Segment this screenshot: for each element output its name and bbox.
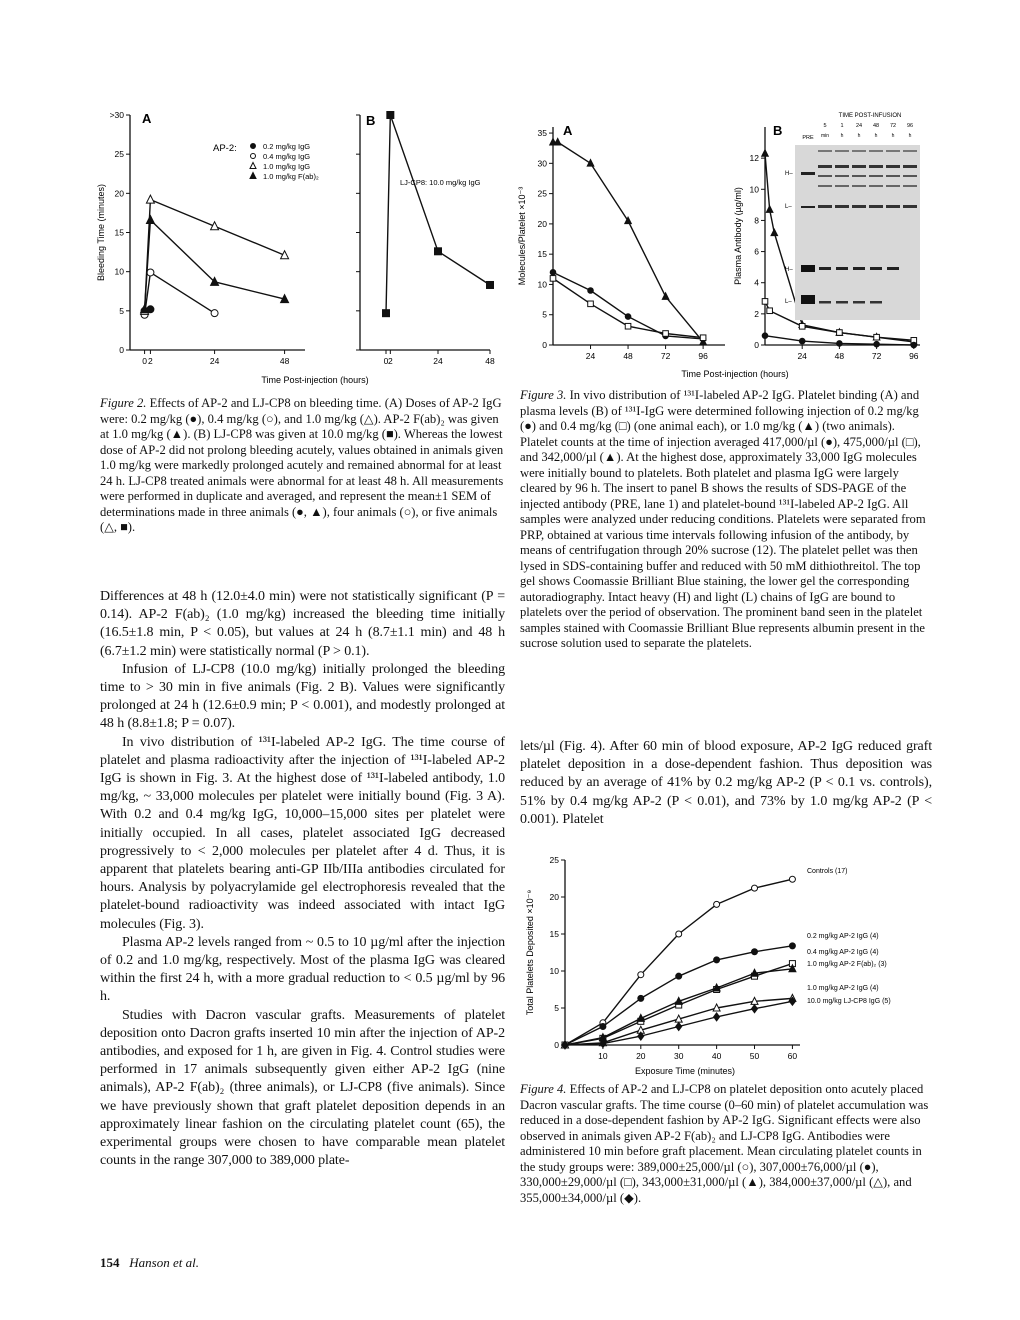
figure-3-chart bbox=[515, 105, 935, 385]
x-tick-label: 48 bbox=[485, 356, 495, 366]
x-axis-label: Exposure Time (minutes) bbox=[634, 1066, 736, 1076]
gel-band bbox=[835, 150, 849, 152]
gel-band bbox=[903, 175, 917, 177]
y-tick-label: 8 bbox=[754, 215, 759, 226]
data-point-triangle-filled bbox=[587, 160, 594, 167]
gel-lane-label: 96 bbox=[906, 123, 914, 129]
y-tick-label: 10 bbox=[537, 279, 547, 290]
figure-2-caption bbox=[100, 396, 505, 536]
gel-chain-label: L– bbox=[785, 204, 792, 210]
data-point-circle-open bbox=[676, 931, 682, 937]
gel-band bbox=[852, 150, 866, 152]
x-tick-label: 60 bbox=[787, 1051, 798, 1061]
data-point-circle-filled bbox=[837, 341, 843, 347]
y-tick-label: 12 bbox=[749, 153, 759, 164]
x-tick-label: 24 bbox=[797, 351, 807, 361]
y-tick-label: >30 bbox=[109, 110, 124, 120]
data-point-circle-filled bbox=[588, 288, 594, 294]
y-tick-label: 35 bbox=[537, 128, 547, 139]
data-point-triangle-filled bbox=[250, 173, 256, 179]
y-tick-label: 20 bbox=[549, 892, 559, 902]
gel-band bbox=[835, 205, 849, 208]
data-point-diamond-filled bbox=[752, 1005, 758, 1013]
data-point-square-open bbox=[762, 299, 768, 305]
figure-3-caption bbox=[520, 388, 932, 652]
data-point-circle-open bbox=[714, 901, 720, 907]
gel-band bbox=[852, 175, 866, 177]
gel-band bbox=[801, 206, 815, 208]
x-tick-label: 96 bbox=[698, 351, 708, 361]
gel-band bbox=[801, 172, 815, 175]
data-point-diamond-filled bbox=[714, 1013, 720, 1021]
series-line bbox=[145, 220, 285, 309]
gel-band bbox=[836, 267, 848, 270]
x-tick-label: 48 bbox=[279, 356, 290, 366]
data-point-triangle-filled bbox=[662, 293, 669, 300]
x-tick-label: 48 bbox=[623, 351, 633, 361]
data-point-triangle-filled bbox=[771, 229, 778, 236]
legend-entry: Controls (17) bbox=[807, 868, 848, 875]
gel-band bbox=[869, 150, 883, 152]
data-point-circle-open bbox=[147, 269, 154, 276]
y-tick-label: 15 bbox=[549, 929, 559, 939]
y-tick-label: 25 bbox=[549, 855, 559, 865]
data-point-square-filled bbox=[383, 310, 390, 317]
data-point-circle-filled bbox=[799, 338, 805, 344]
gel-band bbox=[835, 175, 849, 177]
data-point-triangle-filled bbox=[146, 215, 154, 223]
legend-entry: 1.0 mg/kg F(ab)₂ bbox=[263, 172, 319, 181]
gel-lane-label: 24 bbox=[855, 123, 863, 129]
paragraph: Infusion of LJ-CP8 (10.0 mg/kg) initially prolonged the bleeding time to > 30 min in five animals (Fig. 2 B). Values were significantly prolonged at 24 h (12.6±0.9 min; P < 0.001), and modestly prolonged at 48 h (8.8±1.8; P = 0.07). bbox=[100, 661, 505, 732]
gel-band bbox=[903, 165, 917, 168]
gel-chain-label: H– bbox=[785, 171, 793, 177]
legend-entry: 1.0 mg/kg AP-2 IgG (4) bbox=[807, 985, 879, 992]
data-point-circle-filled bbox=[625, 314, 631, 320]
data-point-square-open bbox=[874, 334, 880, 340]
y-tick-label: 25 bbox=[114, 149, 124, 160]
panel-label: A bbox=[142, 111, 152, 126]
data-point-square-open bbox=[588, 301, 594, 307]
data-point-circle-open bbox=[789, 876, 795, 882]
caption-text: Effects of AP-2 and LJ-CP8 on platelet deposition onto acutely placed Dacron vascular grafts. The time course (0–60 min) of platelet accumulation was reduced in a dose-dependent fashion by AP-2 IgG. Significant effects were also observed in animals given AP-2 F(ab)₂ and LJ-CP8 IgG. Antibodies were administered 10 min before graft placement. Mean circulating platelet counts in the study groups were: 389,000±25,000/µl (○), 307,000±76,000/µl (●), 330,000±29,000/µl (□), 343,000±31,000/µl (▲), 384,000±37,000/µl (△), and 355,000±34,000/µl (◆). bbox=[520, 1082, 929, 1205]
y-tick-label: 30 bbox=[537, 158, 547, 169]
gel-band bbox=[853, 267, 865, 270]
gel-band bbox=[819, 267, 831, 270]
caption-label: Figure 2. bbox=[100, 396, 147, 410]
panel-label: B bbox=[366, 113, 376, 128]
gel-lane-label: 48 bbox=[872, 123, 880, 129]
running-authors: Hanson et al. bbox=[129, 1255, 199, 1270]
gel-band bbox=[886, 175, 900, 177]
data-point-circle-filled bbox=[676, 973, 682, 979]
data-point-circle-open bbox=[638, 972, 644, 978]
gel-band bbox=[886, 150, 900, 152]
x-tick-label: 48 bbox=[834, 351, 845, 361]
gel-lane-label: PRE bbox=[802, 135, 814, 141]
right-column-text bbox=[520, 738, 932, 829]
y-tick-label: 0 bbox=[554, 1040, 559, 1050]
y-axis-label: Plasma Antibody (µg/ml) bbox=[733, 187, 743, 285]
x-axis-label: Time Post-injection (hours) bbox=[261, 375, 369, 385]
gel-band bbox=[886, 205, 900, 208]
gel-band bbox=[886, 165, 900, 168]
data-point-square-open bbox=[767, 308, 773, 314]
caption-label: Figure 4. bbox=[520, 1082, 567, 1096]
y-tick-label: 5 bbox=[554, 1003, 559, 1013]
y-tick-label: 10 bbox=[549, 966, 559, 976]
data-point-circle-open bbox=[752, 885, 758, 891]
legend-entry: 10.0 mg/kg LJ-CP8 IgG (5) bbox=[807, 998, 891, 1005]
x-tick-label: 20 bbox=[636, 1051, 646, 1061]
left-column-text bbox=[100, 588, 505, 1171]
data-point-square-open bbox=[837, 330, 843, 336]
legend-entry: 1.0 mg/kg IgG bbox=[263, 162, 311, 171]
panel-label: A bbox=[563, 123, 573, 138]
figure-4-caption bbox=[520, 1082, 932, 1206]
data-point-circle-filled bbox=[762, 333, 768, 339]
paragraph: Plasma AP-2 levels ranged from ~ 0.5 to 10 µg/ml after the injection of 0.2 and 1.0 mg/kg, respectively. Most of the plasma IgG was cleared within the first 24 h, with a more gradual reduction to < 0.5 µg/ml by 96 h. bbox=[100, 934, 505, 1005]
y-tick-label: 4 bbox=[754, 277, 759, 288]
gel-band bbox=[903, 205, 917, 208]
gel-band bbox=[887, 267, 899, 270]
gel-lane-label: h bbox=[874, 133, 878, 139]
gel-band bbox=[852, 185, 866, 187]
data-point-square-filled bbox=[487, 281, 494, 288]
gel-band bbox=[886, 185, 900, 187]
y-tick-label: 15 bbox=[537, 249, 547, 260]
legend-title: AP-2: bbox=[213, 143, 237, 154]
x-tick-label: 0 bbox=[383, 356, 389, 366]
series-label: LJ-CP8: 10.0 mg/kg IgG bbox=[400, 178, 481, 187]
gel-band bbox=[852, 205, 866, 208]
gel-band bbox=[835, 165, 849, 168]
gel-band bbox=[869, 205, 883, 208]
x-tick-label: 30 bbox=[673, 1051, 684, 1061]
gel-chain-label: L– bbox=[785, 299, 792, 305]
y-tick-label: 15 bbox=[114, 227, 124, 238]
gel-lane-label: 5 bbox=[823, 123, 827, 129]
gel-band bbox=[801, 265, 815, 272]
gel-band bbox=[836, 301, 848, 304]
data-point-circle-filled bbox=[911, 342, 917, 348]
series-line bbox=[553, 142, 703, 342]
legend-entry: 0.2 mg/kg AP-2 IgG (4) bbox=[807, 933, 879, 940]
caption-text: In vivo distribution of ¹³¹I-labeled AP-2 IgG. Platelet binding (A) and plasma levels (B) of ¹³¹I-IgG were determined following injection of 0.2 mg/kg (●) and 0.4 mg/kg (□) (one animal each), or 1.0 mg/kg (▲) (two animals). Platelet counts at the time of injection averaged 417,000/µl (●), 475,000/µl (□), and 342,000/µl (▲). At the highest dose, approximately 33,000 IgG molecules were initially bound to platelets. Both platelet and plasma IgG were largely cleared by 96 h. The insert to panel B shows the results of SDS-PAGE of the injected antibody (PRE, lane 1) and platelet-bound ¹³¹I-labeled AP-2 IgG. All samples were analyzed under reducing conditions. Platelets were separated from PRP, obtained at various time intervals following infusion of the antibody, by means of centrifugation through 20% sucrose (12). The platelet pellet was then lysed in SDS-containing buffer and reduced with 50 mM dithiothreitol. The top gel shows Coomassie Brilliant Blue staining, the lower gel the corresponding autoradiography. Intact heavy (H) and light (L) chains of IgG are bound to platelets over the period of observation. The prominent band seen in the platelet samples stained with Coomassie Brilliant Blue represents albumin present in the sucrose solution used to separate the platelets. bbox=[520, 388, 926, 650]
data-point-triangle-open bbox=[146, 195, 154, 203]
x-tick-label: 24 bbox=[585, 351, 596, 361]
legend-entry: 1.0 mg/kg AP-2 F(ab)₂ (3) bbox=[807, 961, 887, 968]
gel-lane-label: h bbox=[857, 133, 861, 139]
data-point-triangle-filled bbox=[766, 206, 773, 213]
gel-band bbox=[870, 301, 882, 304]
y-tick-label: 0 bbox=[754, 340, 759, 350]
data-point-square-open bbox=[625, 323, 631, 329]
x-tick-label: 72 bbox=[660, 351, 671, 361]
x-tick-label: 72 bbox=[871, 351, 882, 361]
data-point-circle-filled bbox=[550, 270, 556, 276]
gel-image bbox=[795, 145, 920, 320]
gel-band bbox=[818, 150, 832, 152]
panel-label: B bbox=[773, 123, 783, 138]
data-point-circle-filled bbox=[752, 949, 758, 955]
gel-band bbox=[852, 165, 866, 168]
data-point-square-open bbox=[799, 324, 805, 330]
data-point-triangle-open bbox=[250, 163, 256, 169]
gel-band bbox=[903, 185, 917, 187]
gel-band bbox=[818, 175, 832, 177]
y-tick-label: 20 bbox=[114, 188, 124, 199]
y-axis-label: Molecules/Platelet ×10⁻³ bbox=[517, 186, 527, 286]
gel-chain-label: H– bbox=[785, 267, 793, 273]
y-tick-label: 6 bbox=[754, 246, 759, 257]
y-tick-label: 5 bbox=[542, 309, 547, 320]
page-number: 154 bbox=[100, 1255, 120, 1270]
y-tick-label: 0 bbox=[119, 345, 124, 355]
y-tick-label: 10 bbox=[114, 266, 124, 277]
x-tick-label: 24 bbox=[433, 356, 443, 366]
data-point-circle-filled bbox=[638, 995, 644, 1001]
gel-lane-label: h bbox=[840, 133, 844, 139]
y-tick-label: 0 bbox=[542, 340, 547, 350]
y-tick-label: 10 bbox=[749, 184, 759, 195]
data-point-circle-filled bbox=[714, 957, 720, 963]
gel-band bbox=[870, 267, 882, 270]
gel-lane-label: h bbox=[891, 133, 895, 139]
data-point-circle-filled bbox=[600, 1024, 606, 1030]
data-point-circle-open bbox=[211, 310, 218, 317]
x-tick-label: 0 bbox=[142, 356, 147, 366]
data-point-circle-filled bbox=[251, 144, 256, 149]
gel-lane-label: 72 bbox=[889, 123, 897, 129]
x-tick-label: 24 bbox=[209, 356, 220, 366]
x-tick-label: 40 bbox=[711, 1051, 722, 1061]
gel-band bbox=[869, 185, 883, 187]
data-point-circle-filled bbox=[789, 943, 795, 949]
x-tick-label: 96 bbox=[909, 351, 919, 361]
data-point-triangle-filled bbox=[762, 150, 769, 157]
gel-band bbox=[869, 175, 883, 177]
y-axis-label: Total Platelets Deposited ×10⁻⁹ bbox=[525, 889, 535, 1016]
data-point-square-filled bbox=[387, 112, 394, 119]
x-tick-label: 50 bbox=[749, 1051, 760, 1061]
x-tick-label: 10 bbox=[598, 1051, 608, 1061]
gel-band bbox=[818, 165, 832, 168]
figure-2-chart bbox=[95, 105, 505, 395]
gel-band bbox=[818, 185, 832, 187]
x-tick-label: 2 bbox=[387, 356, 393, 366]
gel-lane-label: h bbox=[908, 133, 912, 139]
y-axis-label: Bleeding Time (minutes) bbox=[96, 183, 106, 282]
y-tick-label: 5 bbox=[119, 305, 124, 316]
data-point-square-open bbox=[700, 335, 706, 341]
gel-lane-label: min bbox=[820, 133, 830, 139]
x-tick-label: 2 bbox=[148, 356, 153, 366]
gel-lane-label: 1 bbox=[840, 123, 844, 129]
data-point-square-open bbox=[663, 331, 669, 337]
data-point-diamond-filled bbox=[676, 1023, 682, 1031]
y-tick-label: 2 bbox=[754, 308, 759, 319]
gel-band bbox=[818, 205, 832, 208]
legend-entry: 0.4 mg/kg AP-2 IgG (4) bbox=[807, 949, 879, 956]
data-point-square-open bbox=[550, 276, 556, 282]
paragraph: In vivo distribution of ¹³¹I-labeled AP-2 IgG. The time course of platelet and plasma radioactivity after the injection of ¹³¹I-labeled AP-2 IgG is shown in Fig. 3. At the highest dose of ¹³¹I-labeled antibody, 1.0 mg/kg, ~ 33,000 molecules per platelet were initially bound (Fig. 3 A). With 0.2 and 0.4 mg/kg IgG, 10,000–15,000 sites per platelet were initially occupied. In all cases, platelet associated IgG decreased progressively to < 2,000 molecules per platelet after 4 d. Thus, it is apparent that platelets bearing anti-GP IIb/IIIa antibodies circulated for hours. Analysis by polyacrylamide gel electrophoresis revealed that the platelet-bound radioactivity was indeed associated with intact IgG molecules (Fig. 3). bbox=[100, 734, 505, 932]
gel-band bbox=[903, 150, 917, 152]
data-point-circle-filled bbox=[874, 341, 880, 347]
legend-entry: 0.4 mg/kg IgG bbox=[263, 152, 311, 161]
y-tick-label: 20 bbox=[537, 218, 547, 229]
page-footer bbox=[100, 1255, 199, 1271]
gel-band bbox=[853, 301, 865, 304]
x-axis-label: Time Post-injection (hours) bbox=[681, 369, 789, 379]
caption-label: Figure 3. bbox=[520, 388, 567, 402]
caption-text: Effects of AP-2 and LJ-CP8 on bleeding time. (A) Doses of AP-2 IgG were: 0.2 mg/kg (●), 0.4 mg/kg (○), and 1.0 mg/kg (△). AP-2 F(ab)₂ was given at 1.0 mg/kg (▲). (B) LJ-CP8 was given at 10.0 mg/kg (■). Whereas the lowest dose of AP-2 did not prolong bleeding acutely, values obtained in animals given 1.0 mg/kg were markedly prolonged acutely and remained abnormal for at least 24 h. LJ-CP8 treated animals were abnormal for at least 48 h. All measurements were performed in duplicate and averaged, and represent the mean±1 SEM of determinations made in three animals (●, ▲), four animals (○), or five animals (△, ■). bbox=[100, 396, 504, 534]
paragraph: lets/µl (Fig. 4). After 60 min of blood exposure, AP-2 IgG reduced graft platelet deposition in a dose-dependent fashion. Thus deposition was reduced by an average of 41% by 0.2 mg/kg AP-2 (P < 0.1 vs. controls), 51% by 0.4 mg/kg AP-2 (P < 0.01), and 73% by 1.0 mg/kg AP-2 (P < 0.001). Platelet bbox=[520, 739, 932, 827]
gel-band bbox=[835, 185, 849, 187]
series-line bbox=[145, 272, 215, 314]
y-tick-label: 25 bbox=[537, 188, 547, 199]
data-point-square-filled bbox=[435, 248, 442, 255]
figure-4-chart bbox=[520, 850, 920, 1080]
gel-band bbox=[801, 295, 815, 304]
series-line bbox=[386, 115, 490, 313]
paragraph: Differences at 48 h (12.0±4.0 min) were not statistically significant (P = 0.14). AP-2 F(ab)₂ (1.0 mg/kg) increased the bleeding time initially (16.5±1.8 min, P < 0.05), but values at 24 h (8.7±1.1 min) and 48 h (6.7±1.2 min) were statistically normal (P > 0.1). bbox=[100, 589, 505, 659]
gel-title: TIME POST-INFUSION bbox=[838, 113, 902, 119]
gel-band bbox=[869, 165, 883, 168]
gel-band bbox=[819, 301, 831, 304]
data-point-circle-open bbox=[251, 154, 256, 159]
legend-entry: 0.2 mg/kg IgG bbox=[263, 142, 311, 151]
paragraph: Studies with Dacron vascular grafts. Measurements of platelet deposition onto Dacron grafts inserted 10 min after the injection of AP-2 antibodies, and exposed for 1 h, are given in Fig. 4. Control studies were performed in 17 animals subsequently given either AP-2 IgG (nine animals), AP-2 F(ab)₂ (three animals), or LJ-CP8 (five animals). Since we have previously shown that graft platelet deposition depends in an approximately linear fashion on the circulating platelet count (65), the experimental groups were chosen to have comparable mean platelet counts in the range 307,000 to 389,000 plate- bbox=[100, 1007, 505, 1169]
